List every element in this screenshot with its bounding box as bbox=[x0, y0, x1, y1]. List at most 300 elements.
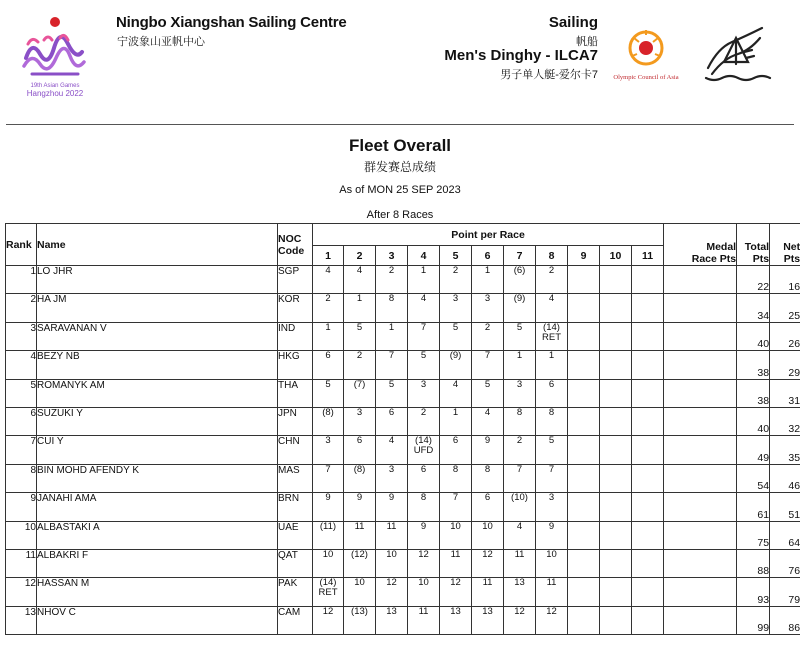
table-row bbox=[6, 578, 800, 606]
race-points: (8) bbox=[322, 407, 334, 418]
athlete-name-cell: HA JM bbox=[37, 294, 278, 322]
race-points: 13 bbox=[450, 606, 461, 617]
race-5-points-cell bbox=[440, 379, 472, 407]
event-name-cn: 男子单人艇-爱尔卡7 bbox=[500, 69, 598, 81]
race-4-header: 4 bbox=[408, 246, 440, 266]
race-5-points-cell bbox=[440, 407, 472, 435]
race-points: 12 bbox=[386, 577, 397, 589]
race-5-points-cell bbox=[440, 351, 472, 379]
race-1-points-cell bbox=[313, 521, 344, 549]
race-9-points-cell bbox=[568, 322, 600, 350]
total-pts-cell: 22 bbox=[737, 266, 770, 294]
race-11-points-cell bbox=[632, 266, 664, 294]
race-9-points-cell bbox=[568, 521, 600, 549]
total-pts-cell: 61 bbox=[737, 493, 770, 521]
race-points: (10) bbox=[511, 492, 528, 504]
race-10-points-cell bbox=[600, 322, 632, 350]
race-points: 4 bbox=[420, 293, 427, 305]
race-points: 3 bbox=[484, 293, 491, 305]
race-points: 1 bbox=[325, 322, 331, 333]
athlete-name-cell: BEZY NB bbox=[37, 351, 278, 379]
rank-cell: 2 bbox=[6, 294, 37, 322]
race-8-points-cell bbox=[536, 578, 568, 606]
net-pts-cell: 25 bbox=[770, 294, 800, 322]
total-pts-cell: 38 bbox=[737, 379, 770, 407]
race-10-points-cell bbox=[600, 606, 632, 634]
race-8-points-cell bbox=[536, 266, 568, 294]
athlete-name-cell: SARAVANAN V bbox=[37, 322, 278, 350]
race-4-points-cell bbox=[408, 322, 440, 350]
rank-cell: 7 bbox=[6, 436, 37, 464]
noc-code-cell: MAS bbox=[278, 464, 313, 492]
report-title-cn: 群发赛总成绩 bbox=[363, 160, 436, 174]
race-points: 1 bbox=[452, 407, 459, 418]
race-points: 3 bbox=[516, 379, 523, 390]
race-7-points-cell bbox=[504, 578, 536, 606]
total-pts-cell: 49 bbox=[737, 436, 770, 464]
race-points: 2 bbox=[356, 350, 363, 362]
medal-header-line-2: Race Pts bbox=[691, 253, 737, 265]
race-points: 1 bbox=[548, 350, 555, 362]
athlete-name-cell: NHOV C bbox=[37, 606, 278, 634]
race-3-points-cell bbox=[376, 521, 408, 549]
medal-race-pts-cell bbox=[664, 407, 737, 435]
medal-race-pts-cell bbox=[664, 266, 737, 294]
race-8-points-cell bbox=[536, 407, 568, 435]
race-9-points-cell bbox=[568, 436, 600, 464]
race-points: 4 bbox=[452, 379, 459, 390]
net-pts-cell: 31 bbox=[770, 379, 800, 407]
noc-code-cell: CAM bbox=[278, 606, 313, 634]
total-pts-cell: 54 bbox=[737, 464, 770, 492]
race-1-header: 1 bbox=[313, 246, 344, 266]
race-points: 1 bbox=[388, 322, 395, 333]
medal-race-pts-cell bbox=[664, 436, 737, 464]
venue-name-cn: 宁波象山亚帆中心 bbox=[117, 36, 205, 48]
race-points: 10 bbox=[386, 549, 397, 560]
rank-cell: 3 bbox=[6, 322, 37, 350]
race-points: 6 bbox=[325, 350, 331, 362]
athlete-name-cell: ALBAKRI F bbox=[37, 549, 278, 577]
net-pts-cell: 29 bbox=[770, 351, 800, 379]
race-2-points-cell bbox=[344, 351, 376, 379]
net-header-line-1: Net bbox=[783, 241, 800, 253]
oca-logo-text: Olympic Council of Asia bbox=[613, 74, 679, 81]
race-10-header: 10 bbox=[600, 246, 632, 266]
race-9-points-cell bbox=[568, 407, 600, 435]
oca-logo-sun bbox=[639, 41, 653, 55]
race-points: 4 bbox=[484, 407, 491, 418]
race-7-header: 7 bbox=[504, 246, 536, 266]
race-3-points-cell bbox=[376, 379, 408, 407]
total-pts-cell: 99 bbox=[737, 606, 770, 634]
table-row bbox=[6, 351, 800, 379]
race-points: (7) bbox=[353, 379, 366, 390]
race-penalty-code: UFD bbox=[413, 445, 434, 457]
race-4-points-cell bbox=[408, 464, 440, 492]
rank-cell: 12 bbox=[6, 578, 37, 606]
race-points: 6 bbox=[420, 464, 427, 475]
race-9-points-cell bbox=[568, 464, 600, 492]
asian-games-logo bbox=[14, 14, 96, 100]
race-points: 9 bbox=[484, 435, 491, 447]
race-10-points-cell bbox=[600, 436, 632, 464]
race-points: 3 bbox=[452, 293, 459, 305]
total-pts-header bbox=[737, 224, 770, 266]
race-10-points-cell bbox=[600, 521, 632, 549]
race-9-points-cell bbox=[568, 266, 600, 294]
document-header bbox=[0, 0, 800, 120]
race-points: 11 bbox=[386, 521, 397, 532]
race-2-points-cell bbox=[344, 464, 376, 492]
race-points: (13) bbox=[351, 606, 368, 617]
race-1-points-cell bbox=[313, 407, 344, 435]
race-points: 5 bbox=[388, 379, 395, 390]
race-points: 2 bbox=[516, 435, 523, 447]
report-races-count: After 8 Races bbox=[366, 209, 434, 221]
total-pts-cell: 40 bbox=[737, 407, 770, 435]
race-8-points-cell bbox=[536, 549, 568, 577]
race-1-points-cell bbox=[313, 549, 344, 577]
race-7-points-cell bbox=[504, 322, 536, 350]
race-points: 13 bbox=[514, 577, 525, 589]
table-row bbox=[6, 436, 800, 464]
race-1-points-cell bbox=[313, 578, 344, 606]
race-points: 13 bbox=[482, 606, 493, 617]
race-points: 12 bbox=[514, 606, 525, 617]
race-7-points-cell bbox=[504, 436, 536, 464]
net-pts-cell: 26 bbox=[770, 322, 800, 350]
race-points: 9 bbox=[325, 492, 331, 504]
race-10-points-cell bbox=[600, 351, 632, 379]
point-per-race-header: Point per Race bbox=[313, 224, 664, 246]
medal-race-pts-cell bbox=[664, 294, 737, 322]
net-header-line-2: Pts bbox=[783, 253, 800, 265]
race-2-points-cell bbox=[344, 266, 376, 294]
race-6-points-cell bbox=[472, 322, 504, 350]
rank-cell: 11 bbox=[6, 549, 37, 577]
race-9-header: 9 bbox=[568, 246, 600, 266]
race-7-points-cell bbox=[504, 464, 536, 492]
race-1-points-cell bbox=[313, 351, 344, 379]
race-4-points-cell bbox=[408, 521, 440, 549]
race-9-points-cell bbox=[568, 351, 600, 379]
medal-race-pts-cell bbox=[664, 464, 737, 492]
race-1-points-cell bbox=[313, 294, 344, 322]
race-points: 3 bbox=[548, 492, 555, 504]
medal-race-header bbox=[664, 224, 737, 266]
rank-cell: 6 bbox=[6, 407, 37, 435]
race-2-header: 2 bbox=[344, 246, 376, 266]
race-points: 3 bbox=[325, 435, 331, 447]
race-2-points-cell bbox=[344, 294, 376, 322]
noc-header-line-1: NOC bbox=[278, 232, 302, 245]
race-points: 2 bbox=[388, 265, 395, 276]
race-points: (9) bbox=[513, 293, 526, 305]
race-5-points-cell bbox=[440, 521, 472, 549]
race-1-points-cell bbox=[313, 606, 344, 634]
noc-header bbox=[278, 224, 313, 266]
name-header: Name bbox=[37, 224, 278, 266]
race-9-points-cell bbox=[568, 578, 600, 606]
race-points: 12 bbox=[322, 606, 334, 617]
race-points: 12 bbox=[482, 549, 493, 560]
race-11-points-cell bbox=[632, 322, 664, 350]
race-points: 12 bbox=[546, 606, 557, 617]
race-4-points-cell bbox=[408, 493, 440, 521]
race-9-points-cell bbox=[568, 549, 600, 577]
table-row bbox=[6, 549, 800, 577]
net-pts-header bbox=[770, 224, 800, 266]
race-11-points-cell bbox=[632, 578, 664, 606]
race-6-points-cell bbox=[472, 606, 504, 634]
race-points: 6 bbox=[452, 435, 459, 447]
race-6-points-cell bbox=[472, 521, 504, 549]
medal-race-pts-cell bbox=[664, 521, 737, 549]
sailing-pictogram-icon bbox=[700, 22, 774, 84]
medal-race-pts-cell bbox=[664, 549, 737, 577]
race-6-points-cell bbox=[472, 436, 504, 464]
table-row bbox=[6, 294, 800, 322]
race-points: 1 bbox=[356, 293, 363, 305]
race-5-points-cell bbox=[440, 578, 472, 606]
race-points: 9 bbox=[420, 521, 427, 532]
race-10-points-cell bbox=[600, 407, 632, 435]
rank-cell: 5 bbox=[6, 379, 37, 407]
athlete-name-cell: ROMANYK AM bbox=[37, 379, 278, 407]
race-points: 5 bbox=[452, 322, 459, 333]
race-8-points-cell bbox=[536, 379, 568, 407]
race-points: 8 bbox=[484, 464, 491, 475]
race-points: 4 bbox=[516, 521, 523, 532]
event-name: Men's Dinghy - ILCA7 bbox=[444, 47, 598, 64]
race-3-points-cell bbox=[376, 322, 408, 350]
race-10-points-cell bbox=[600, 493, 632, 521]
race-5-points-cell bbox=[440, 436, 472, 464]
race-9-points-cell bbox=[568, 493, 600, 521]
race-5-points-cell bbox=[440, 294, 472, 322]
race-points: 2 bbox=[325, 293, 331, 305]
race-6-points-cell bbox=[472, 464, 504, 492]
race-points: 9 bbox=[548, 521, 555, 532]
race-11-points-cell bbox=[632, 436, 664, 464]
race-3-points-cell bbox=[376, 407, 408, 435]
race-points: 4 bbox=[356, 265, 363, 276]
race-8-points-cell bbox=[536, 606, 568, 634]
race-1-points-cell bbox=[313, 322, 344, 350]
race-10-points-cell bbox=[600, 578, 632, 606]
athlete-name-cell: BIN MOHD AFENDY K bbox=[37, 464, 278, 492]
race-3-points-cell bbox=[376, 464, 408, 492]
noc-code-cell: BRN bbox=[278, 493, 313, 521]
rank-cell: 10 bbox=[6, 521, 37, 549]
rank-header: Rank bbox=[6, 224, 37, 266]
sport-name-cn: 帆船 bbox=[576, 36, 598, 48]
race-2-points-cell bbox=[344, 549, 376, 577]
noc-code-cell: IND bbox=[278, 322, 313, 350]
net-pts-cell: 16 bbox=[770, 266, 800, 294]
race-points: 5 bbox=[420, 350, 427, 362]
race-3-points-cell bbox=[376, 578, 408, 606]
race-points: 8 bbox=[516, 407, 523, 418]
race-points: 7 bbox=[516, 464, 523, 475]
race-points: 10 bbox=[354, 577, 365, 589]
net-pts-cell: 79 bbox=[770, 578, 800, 606]
race-3-points-cell bbox=[376, 606, 408, 634]
race-points: 8 bbox=[452, 464, 459, 475]
race-5-points-cell bbox=[440, 606, 472, 634]
total-header-line-2: Pts bbox=[752, 253, 770, 265]
race-points: 11 bbox=[482, 577, 493, 589]
rank-cell: 8 bbox=[6, 464, 37, 492]
venue-name: Ningbo Xiangshan Sailing Centre bbox=[116, 14, 347, 31]
race-11-points-cell bbox=[632, 351, 664, 379]
race-4-points-cell bbox=[408, 294, 440, 322]
race-points: 5 bbox=[356, 322, 363, 333]
net-pts-cell: 51 bbox=[770, 493, 800, 521]
race-3-points-cell bbox=[376, 266, 408, 294]
race-1-points-cell bbox=[313, 436, 344, 464]
race-points: (14) bbox=[319, 577, 337, 589]
race-11-points-cell bbox=[632, 464, 664, 492]
race-2-points-cell bbox=[344, 379, 376, 407]
race-1-points-cell bbox=[313, 266, 344, 294]
table-row bbox=[6, 266, 800, 294]
race-8-points-cell bbox=[536, 493, 568, 521]
race-6-points-cell bbox=[472, 294, 504, 322]
rank-cell: 1 bbox=[6, 266, 37, 294]
race-6-points-cell bbox=[472, 351, 504, 379]
race-8-points-cell bbox=[536, 521, 568, 549]
race-9-points-cell bbox=[568, 379, 600, 407]
race-4-points-cell bbox=[408, 379, 440, 407]
table-row bbox=[6, 407, 800, 435]
race-points: 6 bbox=[356, 435, 363, 447]
total-pts-cell: 75 bbox=[737, 521, 770, 549]
race-7-points-cell bbox=[504, 351, 536, 379]
noc-code-cell: PAK bbox=[278, 578, 313, 606]
total-pts-cell: 93 bbox=[737, 578, 770, 606]
race-points: 7 bbox=[548, 464, 555, 475]
race-points: (12) bbox=[351, 549, 368, 560]
race-4-points-cell bbox=[408, 606, 440, 634]
race-points: 6 bbox=[484, 492, 491, 504]
race-10-points-cell bbox=[600, 464, 632, 492]
race-points: (14) bbox=[543, 322, 560, 333]
race-9-points-cell bbox=[568, 606, 600, 634]
race-11-points-cell bbox=[632, 606, 664, 634]
race-5-points-cell bbox=[440, 549, 472, 577]
race-2-points-cell bbox=[344, 578, 376, 606]
race-points: 5 bbox=[325, 379, 331, 390]
race-points: 1 bbox=[516, 350, 523, 362]
noc-code-cell: THA bbox=[278, 379, 313, 407]
race-11-header: 11 bbox=[632, 246, 664, 266]
race-11-points-cell bbox=[632, 521, 664, 549]
race-10-points-cell bbox=[600, 294, 632, 322]
race-points: (8) bbox=[353, 464, 366, 475]
race-points: 2 bbox=[452, 265, 459, 276]
table-row bbox=[6, 322, 800, 350]
rank-cell: 9 bbox=[6, 493, 37, 521]
table-row bbox=[6, 379, 800, 407]
noc-code-cell: SGP bbox=[278, 266, 313, 294]
race-points: (6) bbox=[513, 265, 526, 276]
race-11-points-cell bbox=[632, 493, 664, 521]
asian-games-logo-sun bbox=[50, 17, 60, 27]
race-points: 6 bbox=[548, 379, 555, 390]
total-pts-cell: 40 bbox=[737, 322, 770, 350]
athlete-name-cell: CUI Y bbox=[37, 436, 278, 464]
race-points: 12 bbox=[450, 577, 461, 589]
race-7-points-cell bbox=[504, 606, 536, 634]
noc-header-line-2: Code bbox=[278, 244, 305, 257]
race-points: 1 bbox=[420, 265, 427, 276]
net-pts-cell: 86 bbox=[770, 606, 800, 634]
race-points: 7 bbox=[325, 464, 331, 475]
race-11-points-cell bbox=[632, 549, 664, 577]
race-4-points-cell bbox=[408, 407, 440, 435]
race-2-points-cell bbox=[344, 521, 376, 549]
race-points: 4 bbox=[548, 293, 555, 305]
table-row bbox=[6, 521, 800, 549]
race-points: 13 bbox=[386, 606, 397, 617]
race-6-points-cell bbox=[472, 549, 504, 577]
race-7-points-cell bbox=[504, 493, 536, 521]
race-7-points-cell bbox=[504, 521, 536, 549]
race-points: 7 bbox=[420, 322, 427, 333]
race-8-points-cell bbox=[536, 436, 568, 464]
race-11-points-cell bbox=[632, 294, 664, 322]
race-points: 8 bbox=[420, 492, 427, 504]
race-10-points-cell bbox=[600, 266, 632, 294]
race-8-points-cell bbox=[536, 294, 568, 322]
athlete-name-cell: HASSAN M bbox=[37, 578, 278, 606]
race-11-points-cell bbox=[632, 407, 664, 435]
table-row bbox=[6, 464, 800, 492]
race-points: 8 bbox=[548, 407, 555, 418]
race-5-points-cell bbox=[440, 493, 472, 521]
race-7-points-cell bbox=[504, 407, 536, 435]
race-points: 2 bbox=[420, 407, 427, 418]
table-row bbox=[6, 606, 800, 634]
noc-code-cell: KOR bbox=[278, 294, 313, 322]
race-8-points-cell bbox=[536, 322, 568, 350]
athlete-name-cell: JANAHI AMA bbox=[37, 493, 278, 521]
medal-race-pts-cell bbox=[664, 578, 737, 606]
rank-cell: 13 bbox=[6, 606, 37, 634]
athlete-name-cell: LO JHR bbox=[37, 266, 278, 294]
race-points: 11 bbox=[450, 549, 461, 560]
race-points: 10 bbox=[322, 549, 334, 560]
race-2-points-cell bbox=[344, 436, 376, 464]
oca-logo bbox=[604, 26, 688, 84]
race-3-points-cell bbox=[376, 549, 408, 577]
race-4-points-cell bbox=[408, 436, 440, 464]
race-points: 12 bbox=[418, 549, 429, 560]
race-points: 7 bbox=[452, 492, 459, 504]
race-points: 10 bbox=[418, 577, 429, 589]
athlete-name-cell: SUZUKI Y bbox=[37, 407, 278, 435]
race-points: 3 bbox=[420, 379, 427, 390]
results-table bbox=[5, 223, 800, 635]
race-2-points-cell bbox=[344, 322, 376, 350]
report-title: Fleet Overall bbox=[348, 136, 452, 155]
net-pts-cell: 76 bbox=[770, 549, 800, 577]
asian-games-logo-text-1: 19th Asian Games bbox=[30, 83, 80, 89]
race-6-points-cell bbox=[472, 379, 504, 407]
race-9-points-cell bbox=[568, 294, 600, 322]
